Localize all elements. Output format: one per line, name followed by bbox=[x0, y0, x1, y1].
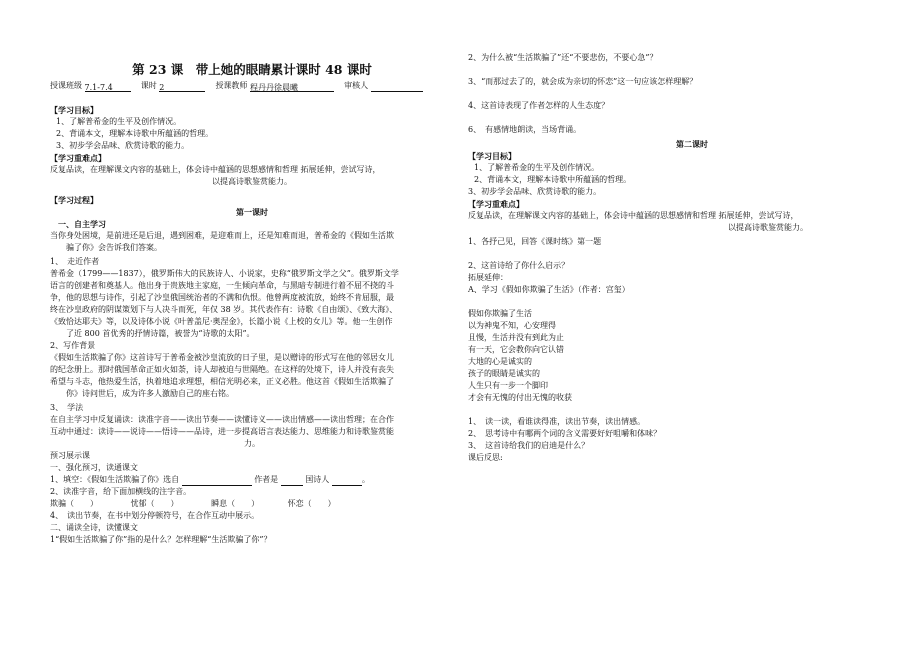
extension-heading: 拓展延伸： bbox=[468, 273, 508, 282]
author-heading: 1、 走近作者 bbox=[50, 257, 100, 266]
task-2: 2、这首诗给了你什么启示？ bbox=[468, 261, 570, 270]
keypoints-text: 反复品读，在理解课文内容的基础上，体会诗中蕴涵的思想感情和哲理 拓展延伸，尝试写诗， bbox=[50, 165, 381, 174]
source-blank[interactable] bbox=[182, 476, 252, 486]
period-value-field bbox=[159, 82, 205, 92]
pinyin-item[interactable]: 欺骗（ ） bbox=[50, 499, 98, 508]
objective-item: 2、背诵本文，理解本诗歌中所蕴涵的哲理。 bbox=[56, 129, 214, 138]
author-blank[interactable] bbox=[281, 476, 303, 486]
author-line: 《致恰达耶夫》等，以及诗体小说《叶普盖尼·奥涅金》，长篇小说《上校的女儿》等。他一生创作 bbox=[50, 317, 393, 326]
page-title: 第 23 课 带上她的眼睛累计课时 48 课时 bbox=[132, 62, 372, 77]
fill-q1-poet: 国诗人 bbox=[305, 475, 330, 484]
period-label: 课时 bbox=[140, 81, 157, 90]
question-3: 3、“而那过去了的，就会成为亲切的怀恋”这一句应该怎样理解？ bbox=[468, 77, 698, 86]
fill-q1-author: 作者是 bbox=[254, 475, 279, 484]
extension-a: A、学习《假如你欺骗了生活》（作者：宫玺） bbox=[468, 285, 630, 294]
poem-line: 有一天，它会教你向它认错 bbox=[468, 345, 564, 354]
objective2-item: 3、初步学会品味、欣赏诗歌的能力。 bbox=[468, 187, 602, 196]
objective-item: 3、初步学会品味、欣赏诗歌的能力。 bbox=[56, 141, 190, 150]
reviewer-label: 审核人 bbox=[344, 81, 369, 90]
objective2-item: 1、了解普希金的生平及创作情况。 bbox=[474, 163, 600, 172]
teacher-value-field bbox=[250, 82, 334, 92]
objectives-heading: 【学习目标】 bbox=[50, 105, 98, 115]
lesson2-heading: 第二课时 bbox=[676, 139, 708, 149]
preview-heading: 预习展示课 bbox=[50, 451, 90, 460]
background-line: 你》诗问世后，成为许多人激励自己的座右铭。 bbox=[66, 389, 234, 398]
objective2-item: 2、背诵本文，理解本诗歌中所蕴涵的哲理。 bbox=[474, 175, 632, 184]
class-value-field bbox=[85, 82, 131, 92]
question-4: 4、这首诗表现了作者怎样的人生态度？ bbox=[468, 101, 610, 110]
self-study-heading: 一、自主学习 bbox=[58, 219, 106, 229]
method-line: 力。 bbox=[244, 439, 260, 448]
class-label: 授课班级 bbox=[50, 81, 82, 90]
question-2: 2、为什么被“生活欺骗了”还“不要悲伤，不要心急”？ bbox=[468, 53, 658, 62]
process-heading: 【学习过程】 bbox=[50, 195, 98, 205]
poem-line: 且慢，生活并没有到此为止 bbox=[468, 333, 564, 342]
nationality-blank[interactable] bbox=[332, 476, 362, 486]
teacher-value: 程丹丹徐晨曦 bbox=[249, 83, 298, 92]
task-1: 1、各抒己见，回答《课时练》第一题 bbox=[468, 237, 602, 246]
period-value: 2 bbox=[159, 83, 165, 92]
poem-line: 才会有无愧的付出无愧的收获 bbox=[468, 393, 572, 402]
lesson1-heading: 第一课时 bbox=[236, 207, 268, 217]
reviewer-field bbox=[371, 82, 423, 92]
right-column bbox=[468, 52, 868, 464]
intro-text: 当你身处困境，是前进还是后退，遇到困难，是迎难而上，还是知难而退，普希金的《假如生活欺 bbox=[50, 231, 394, 240]
pinyin-item[interactable]: 瞬息（ ） bbox=[211, 499, 260, 508]
author-line: 争，他的思想与诗作，引起了沙皇俄国统治者的不满和仇恨。他曾两度被流放，始终不肯屈服，最 bbox=[50, 293, 394, 302]
section2-heading: 二、诵读全诗，读懂课文 bbox=[50, 523, 138, 532]
pinyin-row bbox=[50, 498, 454, 510]
fill-question-1: 1、填空：《假如生活欺骗了你》选自 作者是 国诗人 。 bbox=[50, 475, 370, 484]
poem-line: 人生只有一步一个脚印 bbox=[468, 381, 548, 390]
background-line: 希望与斗志，他热爱生活，执着地追求理想，相信光明必来，正义必胜。他这首《假如生活欺骗了 bbox=[50, 377, 394, 386]
objectives2-heading: 【学习目标】 bbox=[468, 151, 516, 161]
pinyin-item[interactable]: 忧郁（ ） bbox=[130, 499, 179, 508]
keypoints-text-cont: 以提高诗歌鉴赏能力。 bbox=[212, 177, 292, 186]
pinyin-item[interactable]: 怀恋（ ） bbox=[287, 499, 336, 508]
fill-question-4: 4、 读出节奏，在书中划分停顿符号，在合作互动中展示。 bbox=[50, 511, 260, 520]
poem-question-1: 1、 读一读，看谁读得准，读出节奏，读出情感。 bbox=[468, 417, 646, 426]
author-line: 了近 800 首优秀的抒情诗篇，被誉为“诗歌的太阳”。 bbox=[66, 329, 255, 338]
keypoints-heading: 【学习重难点】 bbox=[50, 153, 106, 163]
preview-subheading: 一、强化预习，读通课文 bbox=[50, 463, 138, 472]
method-heading: 3、 学法 bbox=[50, 403, 84, 412]
poem-line: 大地的心是诚实的 bbox=[468, 357, 532, 366]
objective-item: 1、了解普希金的生平及创作情况。 bbox=[56, 117, 182, 126]
author-line: 终在沙皇政府的阴谋策划下与人决斗而死，年仅 38 岁。其代表作有：诗歌《自由颂》、《致大海》、 bbox=[50, 305, 398, 314]
author-line: 普希金（1799——1837），俄罗斯伟大的民族诗人、小说家，史称“俄罗斯文学之父”。俄罗斯文学 bbox=[50, 269, 399, 278]
teacher-label: 授课教师 bbox=[215, 81, 248, 90]
background-heading: 2、写作背景 bbox=[50, 341, 96, 350]
poem-title: 假如你欺骗了生活 bbox=[468, 309, 532, 318]
question-6: 6、 有感情地朗读，当场背诵。 bbox=[468, 125, 582, 134]
class-value: 7.1-7.4 bbox=[84, 83, 113, 92]
keypoints2-text-cont: 以提高诗歌鉴赏能力。 bbox=[728, 223, 808, 232]
reflection-label: 课后反思: bbox=[468, 453, 503, 462]
poem-question-2: 2、 思考诗中有哪两个词的含义需要好好咀嚼和体味？ bbox=[468, 429, 662, 438]
background-line: 的纪念册上。那时俄国革命正如火如荼，诗人却被迫与世隔绝。在这样的处境下，诗人并没有丧失 bbox=[50, 365, 394, 374]
keypoints2-heading: 【学习重难点】 bbox=[468, 199, 524, 209]
method-line: 互动中通过：读诗——说诗——悟诗——品诗，进一步提高语言表达能力、思维能力和诗歌鉴赏能 bbox=[50, 427, 394, 436]
method-line: 在自主学习中反复诵读：读准字音——读出节奏——读懂诗义——读出情感——读出哲理；在合作 bbox=[50, 415, 394, 424]
fill-q1-text: 1、填空：《假如生活欺骗了你》选自 bbox=[50, 475, 180, 484]
author-line: 语言的创建者和奠基人。他出身于贵族地主家庭，一生倾向革命，与黑暗专制进行着不屈不挠的斗 bbox=[50, 281, 394, 290]
keypoints2-text: 反复品读，在理解课文内容的基础上，体会诗中蕴涵的思想感情和哲理 拓展延伸，尝试写诗， bbox=[468, 211, 799, 220]
poem-question-3: 3、 这首诗给我们的启迪是什么？ bbox=[468, 441, 590, 450]
intro-text-cont: 骗了你》会告诉我们答案。 bbox=[66, 243, 162, 252]
fill-question-2: 2、读准字音，给下面加横线的注字音。 bbox=[50, 487, 192, 496]
question-1: 1“假如生活欺骗了你”指的是什么？怎样理解“生活欺骗了你”？ bbox=[50, 535, 272, 544]
lesson-meta bbox=[50, 80, 454, 92]
poem-line: 以为神鬼不知，心安理得 bbox=[468, 321, 556, 330]
left-column bbox=[50, 104, 454, 546]
poem-line: 孩子的眼睛是诚实的 bbox=[468, 369, 540, 378]
background-line: 《假如生活欺骗了你》这首诗写于普希金被沙皇流放的日子里，是以赠诗的形式写在他的邻居女儿 bbox=[50, 353, 394, 362]
